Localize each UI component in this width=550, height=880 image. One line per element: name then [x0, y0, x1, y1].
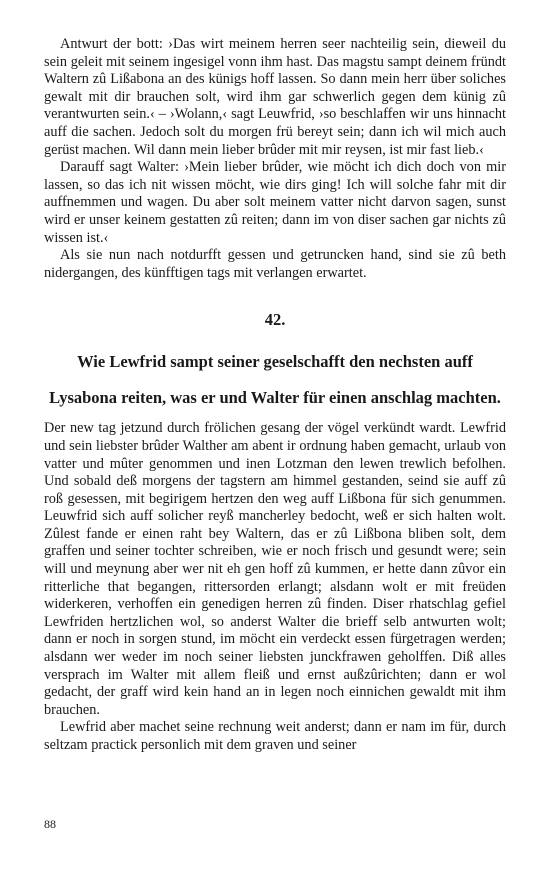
- chapter-title: Wie Lewfrid sampt seiner geselschafft den nechsten auff Lysabona reiten, was er und Walter für einen anschlag machten.: [49, 352, 501, 408]
- page-number: 88: [44, 817, 56, 831]
- paragraph-bote-antwort: Antwurt der bott: ›Das wirt meinem herren seer nachteilig sein, dieweil du sein geleit mit seinem ingesigel vonn ihm hast. Das magstu sampt deinem fründt Waltern zû Lißabona an des künigs hoff lassen. So dann mein herr über soliches gewalt mit dir brauchen solt, wird ihm gar schwerlich gegen dem künig zû verantwurten sein.‹ – ›Wolann,‹ sagt Leuwfrid, ›so beschlaffen wir uns hinnacht auff die sachen. Jedoch solt du morgen frü bereyt sein; dann ich wil mich auch gerüst machen. Wil dann mein lieber brûder mit mir reysen, ist mir fast lieb.‹: [44, 36, 506, 158]
- paragraph-lewfrid-rechnung: Lewfrid aber machet seine rechnung weit anderst; dann er nam im für, durch seltzam practick personlich mit dem graven und seiner: [44, 719, 506, 753]
- chapter-number: 42.: [264, 310, 286, 330]
- paragraph-chapter-start: Der new tag jetzund durch frölichen gesang der vögel verkündt wardt. Lewfrid und sein liebster brûder Walther am abent ir ordnung haben gemacht, urlaub von vatter und mûter genommen und inen Lotzman den lewen trewlich befolhen. Und sobald deß morgens der tagstern am himmel gestanden, seind sie auff zû roß gesessen, mit begirigem hertzen den weg auff Lißbona für sich genummen. Leuwfrid sich auff solicher reyß mancherley bedocht, weß er sich halten wolt. Zûlest fande er einen raht bey Waltern, das er zû Lißbona bliben solt, dem graffen und seiner tochter schreiben, wie er noch frisch und gesundt were; sein will und meynung aber wer nit eh gen hoff zû kummen, er hette dann zûvor ein ritterliche that begangen, rittersorden erlangt; alsdann wolt er mit freüden widerkeren, verhoffen ein genedigen herren zû finden. Diser rhatschlag gefiel Lewfriden hertzlichen wol, so anderst Walter die brieff selb antwurten wolt; dann er noch in sorgen stund, im möcht ein verdeckt essen fürgetragen werden; alsdann wer weder im noch seiner liebsten junckfrawen geholffen. Diß alles versprach im Walter mit allem fleiß und ernst außzûrichten; dann er wol gedacht, der graff wird kein hand an in legen noch einnichen gewaldt mit ihm brauchen.: [44, 420, 506, 718]
- paragraph-walter-antwort: Darauff sagt Walter: ›Mein lieber brûder, wie möcht ich dich doch von mir lassen, so das ich nit wissen möcht, wie dirs ging! Ich will solche fahr mit dir auffnemmen und wagen. Du aber solt meinem vatter nicht darvon sagen, sunst wird er unser keinem gestatten zû reiten; dann im von diser sachen gar nichts zû wissen ist.‹: [44, 159, 506, 246]
- page-body: [44, 36, 506, 755]
- paragraph-nachtruhe: Als sie nun nach notdurfft gessen und getruncken hand, sind sie zû beth nidergangen, des künfftigen tags mit verlangen erwartet.: [44, 247, 506, 281]
